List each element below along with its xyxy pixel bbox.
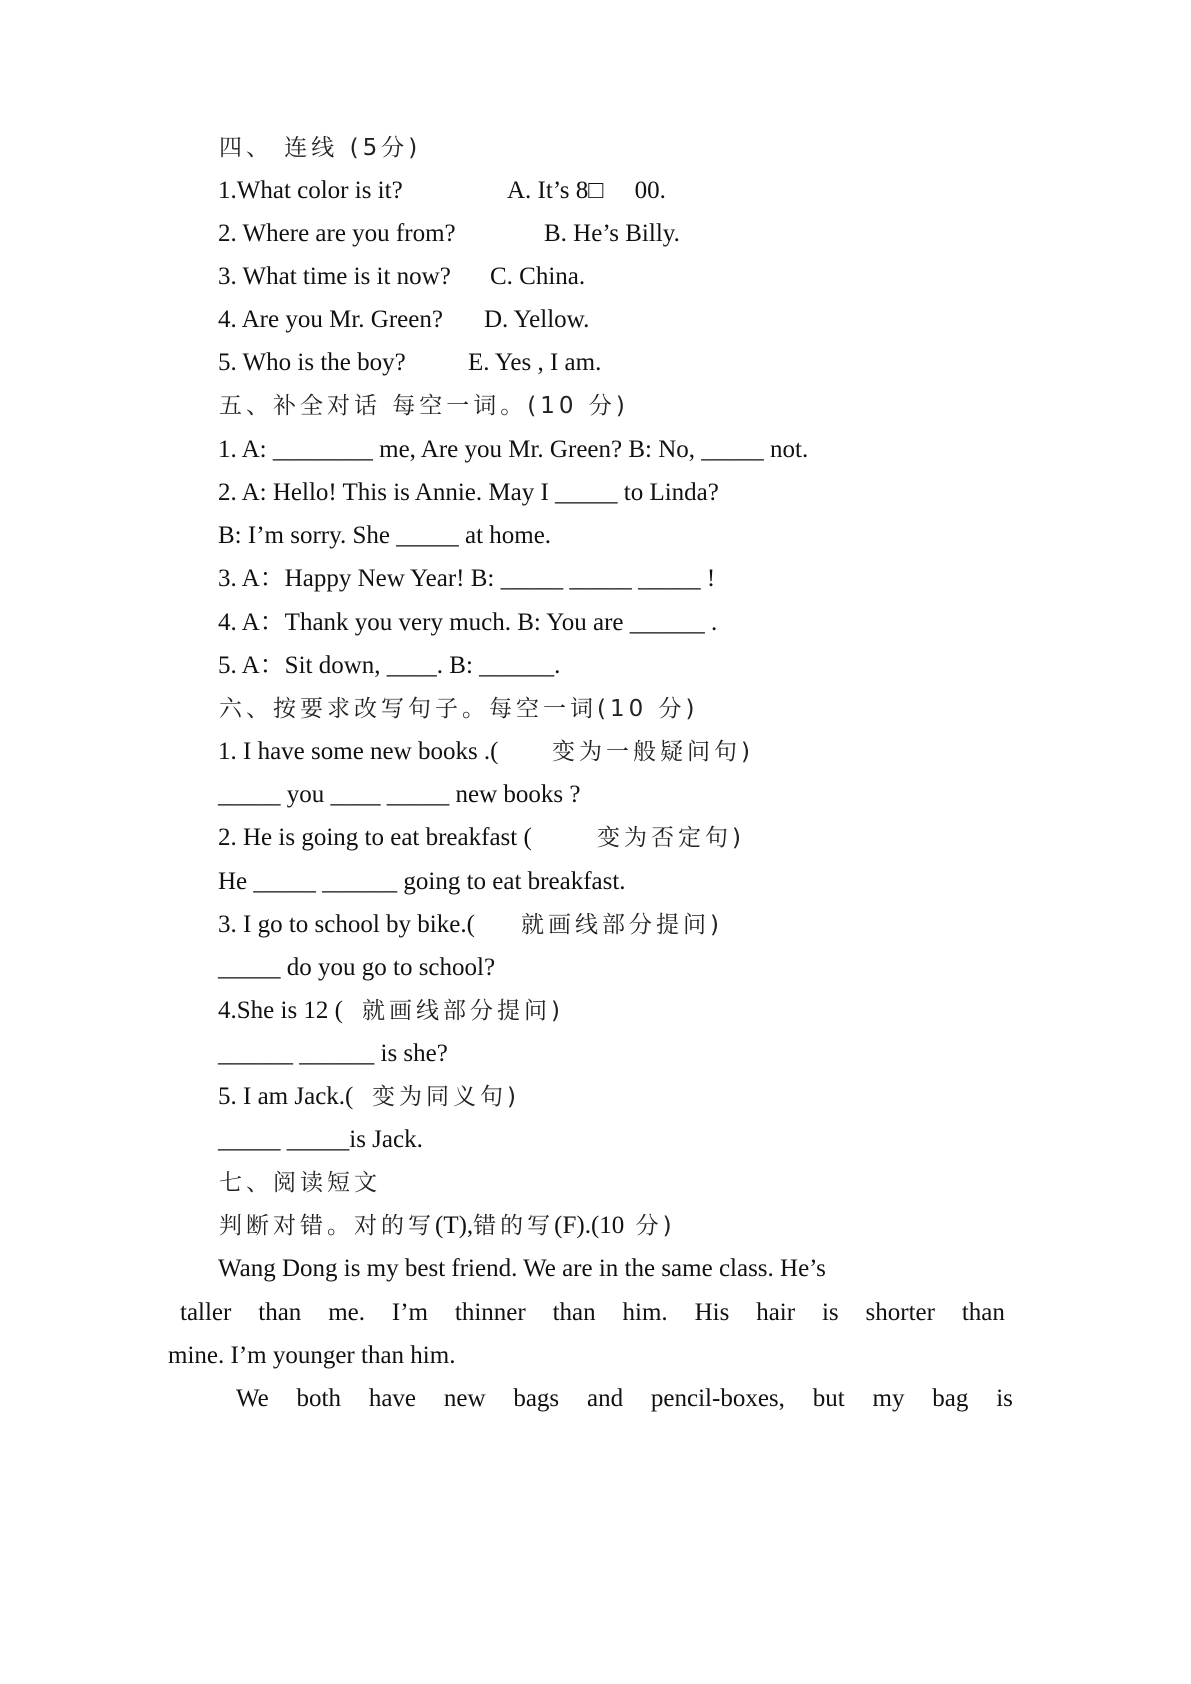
- rewrite-note-3: 就画线部分提问): [521, 912, 723, 938]
- rewrite-answer-2: He _____ ______ going to eat breakfast.: [218, 868, 626, 895]
- instruction-true-mark: (T),: [435, 1212, 474, 1239]
- section6-heading: 六、按要求改写句子。每空一词(10 分): [219, 696, 699, 722]
- rewrite-prompt-5: 5. I am Jack.(: [218, 1083, 354, 1110]
- match-answer-c: C. China.: [490, 263, 586, 290]
- match-question-4: 4. Are you Mr. Green?: [218, 306, 443, 333]
- dialogue-line-1: 1. A: ________ me, Are you Mr. Green? B: No, _____ not.: [218, 436, 809, 463]
- instruction-part-1: 判断对错。对的写: [219, 1213, 435, 1239]
- dialogue-line-4: 4. A：Thank you very much. B: You are ______ .: [218, 609, 718, 636]
- section7-instruction: [219, 1211, 676, 1241]
- rewrite-note-5: 变为同义句): [372, 1084, 520, 1110]
- passage-word: is: [821, 1299, 839, 1326]
- section7-heading: 七、阅读短文: [219, 1170, 381, 1196]
- passage-line-1: Wang Dong is my best friend. We are in the same class. He’s: [218, 1255, 826, 1282]
- section4-heading: 四、 连线 (5分): [219, 135, 422, 161]
- passage-word: have: [368, 1385, 417, 1412]
- rewrite-note-1: 变为一般疑问句): [552, 739, 754, 765]
- passage-word: We: [236, 1385, 269, 1412]
- passage-word: His: [694, 1299, 730, 1326]
- passage-line-4: [236, 1384, 1013, 1414]
- instruction-part-2: 错的写: [473, 1213, 555, 1239]
- passage-word: bags: [513, 1385, 560, 1412]
- dialogue-line-3: 3. A：Happy New Year! B: _____ _____ _____ !: [218, 565, 716, 592]
- instruction-false-mark: (F).(10: [554, 1212, 625, 1239]
- passage-word: hair: [756, 1299, 796, 1326]
- rewrite-answer-4: ______ ______ is she?: [218, 1040, 448, 1067]
- match-question-2: 2. Where are you from?: [218, 220, 456, 247]
- passage-word: thinner: [454, 1299, 526, 1326]
- rewrite-prompt-3: 3. I go to school by bike.(: [218, 911, 475, 938]
- match-question-3: 3. What time is it now?: [218, 263, 451, 290]
- rewrite-answer-3: _____ do you go to school?: [218, 954, 496, 981]
- rewrite-note-2: 变为否定句): [597, 825, 745, 851]
- passage-line-3: mine. I’m younger than him.: [168, 1342, 456, 1369]
- match-answer-d: D. Yellow.: [484, 306, 590, 333]
- passage-word: than: [961, 1299, 1005, 1326]
- match-answer-b: B. He’s Billy.: [544, 220, 680, 247]
- passage-word: him.: [622, 1299, 668, 1326]
- passage-line-2: [180, 1298, 1005, 1328]
- passage-word: new: [443, 1385, 486, 1412]
- match-answer-e: E. Yes , I am.: [468, 349, 602, 376]
- passage-word: I’m: [391, 1299, 428, 1326]
- passage-word: bag: [932, 1385, 969, 1412]
- section5-heading: 五、补全对话 每空一词。(10 分): [219, 393, 629, 419]
- dialogue-line-5: 5. A：Sit down, ____. B: ______.: [218, 652, 561, 679]
- dialogue-line-2: 2. A: Hello! This is Annie. May I _____ to Linda?: [218, 479, 719, 506]
- passage-word: than: [552, 1299, 596, 1326]
- passage-word: pencil-boxes,: [650, 1385, 785, 1412]
- passage-word: shorter: [865, 1299, 935, 1326]
- match-question-5: 5. Who is the boy?: [218, 349, 406, 376]
- rewrite-answer-5: _____ _____is Jack.: [218, 1126, 423, 1153]
- passage-word: taller: [180, 1299, 232, 1326]
- rewrite-prompt-2: 2. He is going to eat breakfast (: [218, 824, 532, 851]
- dialogue-line-2b: B: I’m sorry. She _____ at home.: [218, 522, 552, 549]
- rewrite-note-4: 就画线部分提问): [362, 998, 564, 1024]
- passage-word: both: [296, 1385, 341, 1412]
- passage-word: is: [996, 1385, 1013, 1412]
- rewrite-prompt-4: 4.She is 12 (: [218, 997, 343, 1024]
- passage-word: but: [812, 1385, 845, 1412]
- passage-word: and: [586, 1385, 624, 1412]
- instruction-part-3: 分): [624, 1213, 676, 1239]
- passage-word: my: [872, 1385, 905, 1412]
- match-question-1: 1.What color is it?: [218, 177, 403, 204]
- passage-word: me.: [328, 1299, 365, 1326]
- match-answer-a: A. It’s 8□ 00.: [507, 177, 666, 204]
- passage-word: than: [258, 1299, 302, 1326]
- rewrite-answer-1: _____ you ____ _____ new books ?: [218, 781, 581, 808]
- rewrite-prompt-1: 1. I have some new books .(: [218, 738, 499, 765]
